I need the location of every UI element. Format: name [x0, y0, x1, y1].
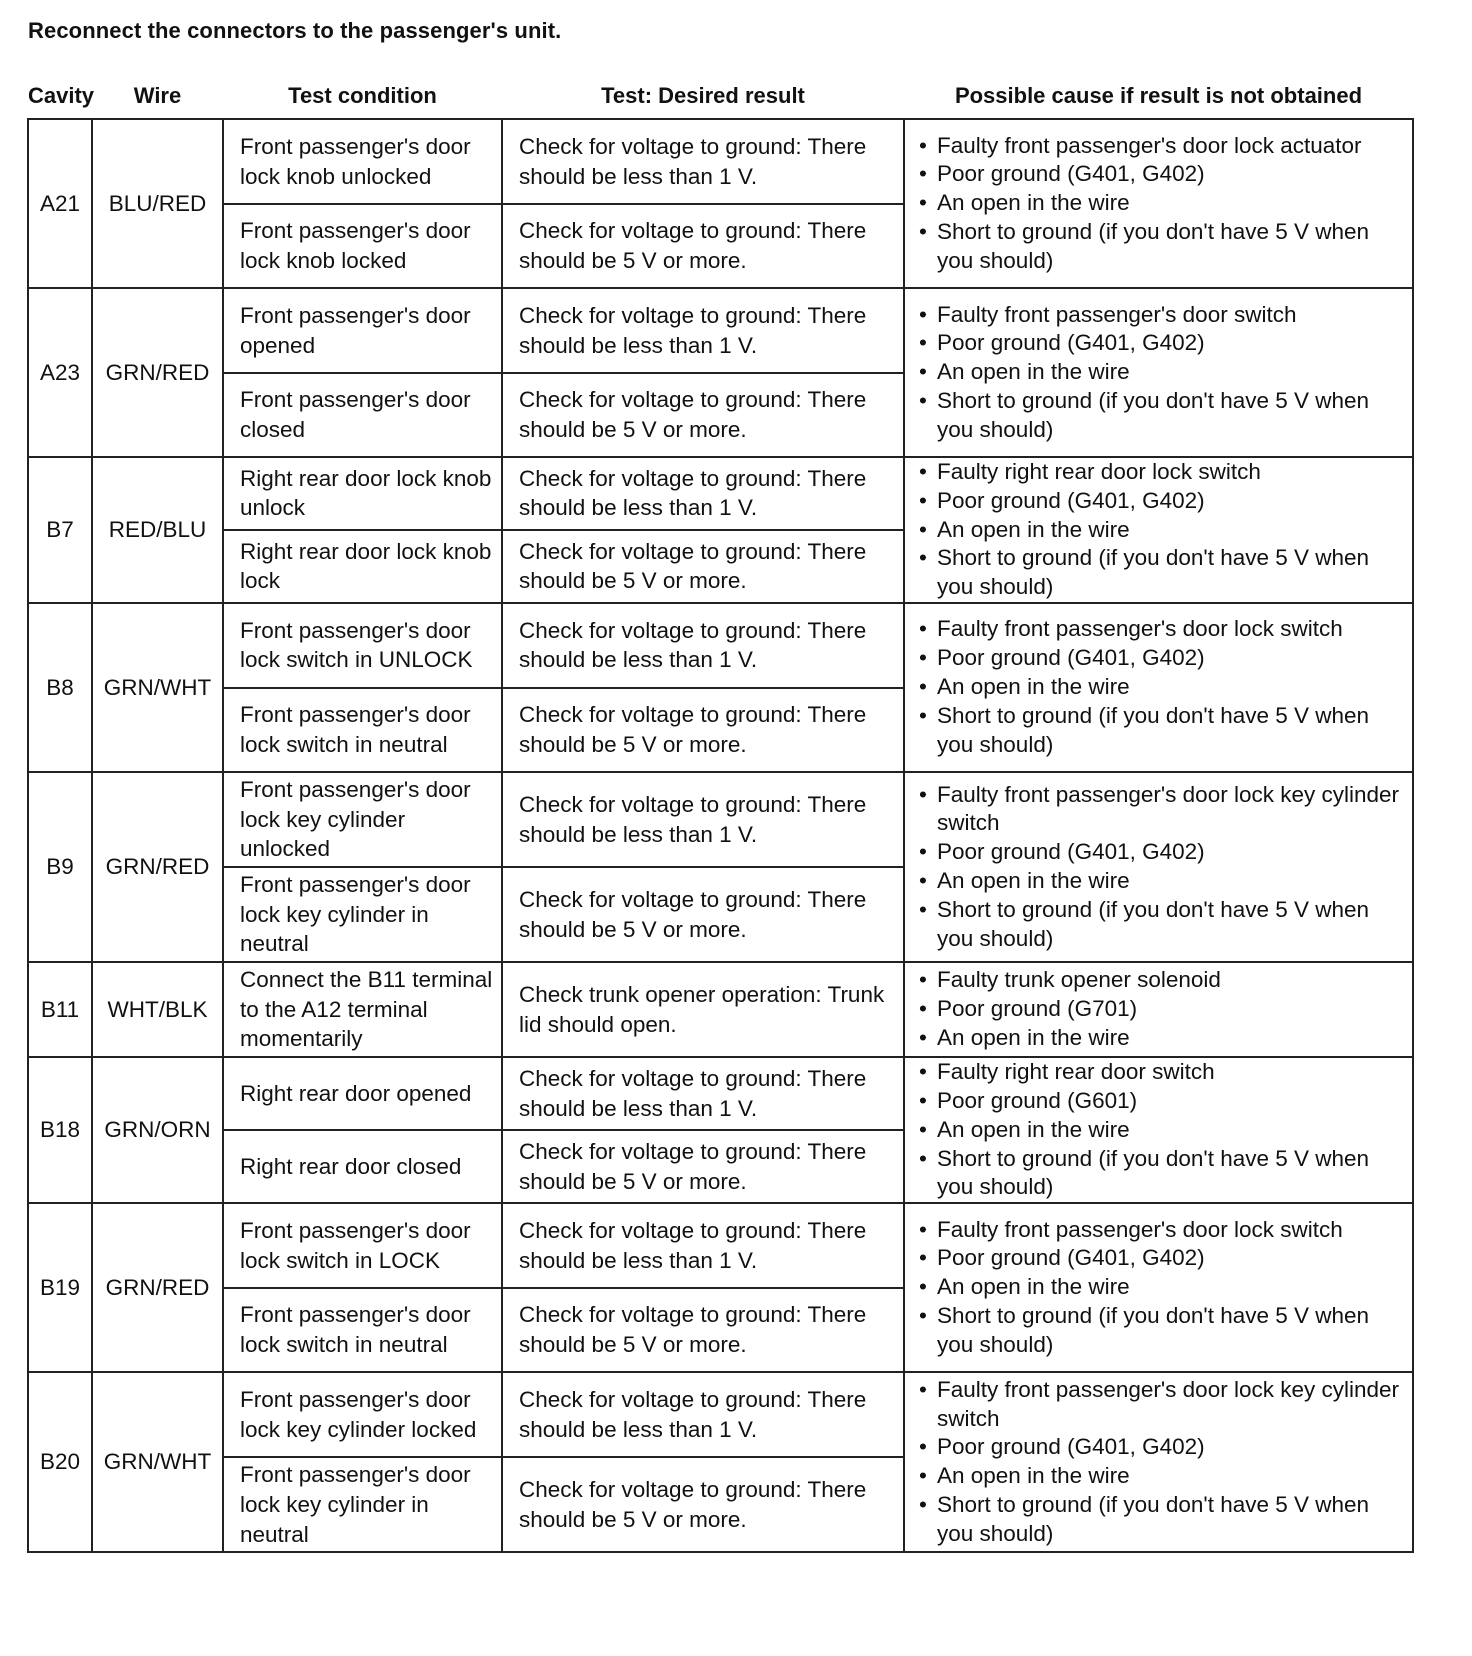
test-condition-cell: Right rear door opened [223, 1057, 502, 1130]
cause-item: • Poor ground (G401, G402) [917, 329, 1406, 358]
cause-item: • Faulty right rear door switch [917, 1058, 1406, 1087]
test-condition-cell: Front passenger's door lock switch in LOCK [223, 1203, 502, 1288]
cause-item: • An open in the wire [917, 516, 1406, 545]
table-row [28, 1203, 1413, 1288]
cause-list [917, 781, 1406, 954]
cause-item: • An open in the wire [917, 358, 1406, 387]
desired-result-cell: Check for voltage to ground: There should be less than 1 V. [502, 288, 904, 373]
cause-item: • Faulty front passenger's door lock actuator [917, 132, 1406, 161]
possible-cause-cell [904, 603, 1413, 772]
cause-list [917, 1216, 1406, 1360]
table-row [28, 962, 1413, 1057]
desired-result-cell: Check for voltage to ground: There should be 5 V or more. [502, 530, 904, 603]
cause-item: • Faulty right rear door lock switch [917, 458, 1406, 487]
test-condition-cell: Front passenger's door lock switch in neutral [223, 688, 502, 772]
cause-item: • Short to ground (if you don't have 5 V when you should) [917, 1302, 1406, 1360]
cause-item: • Short to ground (if you don't have 5 V when you should) [917, 218, 1406, 276]
test-condition-cell: Front passenger's door lock knob locked [223, 204, 502, 288]
desired-result-cell: Check trunk opener operation: Trunk lid should open. [502, 962, 904, 1057]
cause-item: • Short to ground (if you don't have 5 V when you should) [917, 387, 1406, 445]
cause-item: • An open in the wire [917, 1273, 1406, 1302]
wire-column-header: Wire [133, 83, 182, 108]
cause-item: • Faulty front passenger's door lock switch [917, 615, 1406, 644]
cause-item: • Poor ground (G401, G402) [917, 1433, 1406, 1462]
desired-result-cell: Check for voltage to ground: There should be less than 1 V. [502, 1203, 904, 1288]
cavity-cell: A21 [28, 119, 92, 288]
cause-list [917, 966, 1406, 1052]
possible-cause-cell [904, 119, 1413, 288]
desired-result-cell: Check for voltage to ground: There should be 5 V or more. [502, 688, 904, 772]
table-row [28, 1057, 1413, 1130]
test-condition-cell: Front passenger's door opened [223, 288, 502, 373]
wire-cell: RED/BLU [92, 457, 223, 603]
cavity-cell: A23 [28, 288, 92, 457]
possible-cause-cell [904, 457, 1413, 603]
cavity-cell: B19 [28, 1203, 92, 1372]
cause-item: • Short to ground (if you don't have 5 V when you should) [917, 896, 1406, 954]
cause-item: • Poor ground (G401, G402) [917, 160, 1406, 189]
test-condition-cell: Front passenger's door lock switch in neutral [223, 1288, 502, 1372]
wire-cell: GRN/RED [92, 772, 223, 962]
cause-item: • Poor ground (G401, G402) [917, 838, 1406, 867]
desired-result-cell: Check for voltage to ground: There should be less than 1 V. [502, 603, 904, 688]
cause-list [917, 458, 1406, 602]
cause-item: • Poor ground (G701) [917, 995, 1406, 1024]
table-row [28, 119, 1413, 204]
possible-cause-cell [904, 1203, 1413, 1372]
test-condition-cell: Right rear door closed [223, 1130, 502, 1203]
desired-result-cell: Check for voltage to ground: There should be 5 V or more. [502, 373, 904, 457]
possible-cause-cell [904, 1372, 1413, 1552]
cause-list [917, 1376, 1406, 1549]
test-condition-cell: Connect the B11 terminal to the A12 terminal momentarily [223, 962, 502, 1057]
test-condition-cell: Front passenger's door lock key cylinder in neutral [223, 867, 502, 962]
possible-cause-cell [904, 962, 1413, 1057]
desired-result-cell: Check for voltage to ground: There should be 5 V or more. [502, 1130, 904, 1203]
cause-item: • An open in the wire [917, 1462, 1406, 1491]
possible-cause-cell [904, 772, 1413, 962]
cause-item: • Short to ground (if you don't have 5 V when you should) [917, 544, 1406, 602]
table-row [28, 457, 1413, 530]
cause-list [917, 615, 1406, 759]
wire-cell: BLU/RED [92, 119, 223, 288]
table-body [28, 119, 1413, 1552]
test-condition-cell: Right rear door lock knob unlock [223, 457, 502, 530]
desired-result-cell: Check for voltage to ground: There should be less than 1 V. [502, 1372, 904, 1457]
desired-result-cell: Check for voltage to ground: There should be less than 1 V. [502, 119, 904, 204]
condition-column-header: Test condition [288, 83, 437, 108]
cavity-cell: B7 [28, 457, 92, 603]
table-row [28, 772, 1413, 867]
cause-item: • Short to ground (if you don't have 5 V when you should) [917, 1145, 1406, 1203]
test-condition-cell: Front passenger's door closed [223, 373, 502, 457]
test-condition-cell: Front passenger's door lock key cylinder in neutral [223, 1457, 502, 1552]
cause-item: • An open in the wire [917, 1024, 1406, 1053]
diagnostic-table [27, 74, 1414, 1553]
cavity-cell: B11 [28, 962, 92, 1057]
cause-item: • Faulty front passenger's door lock key cylinder switch [917, 1376, 1406, 1434]
wire-cell: GRN/ORN [92, 1057, 223, 1203]
table-row [28, 288, 1413, 373]
cause-item: • Poor ground (G601) [917, 1087, 1406, 1116]
result-column-header: Test: Desired result [601, 83, 805, 108]
cause-item: • Faulty trunk opener solenoid [917, 966, 1406, 995]
possible-cause-cell [904, 1057, 1413, 1203]
cause-list [917, 132, 1406, 276]
desired-result-cell: Check for voltage to ground: There should be less than 1 V. [502, 457, 904, 530]
wire-cell: WHT/BLK [92, 962, 223, 1057]
test-condition-cell: Front passenger's door lock knob unlocked [223, 119, 502, 204]
cause-item: • Faulty front passenger's door lock key cylinder switch [917, 781, 1406, 839]
table-header [28, 74, 1413, 119]
table-row [28, 1372, 1413, 1457]
cause-item: • Short to ground (if you don't have 5 V when you should) [917, 1491, 1406, 1549]
test-condition-cell: Front passenger's door lock switch in UNLOCK [223, 603, 502, 688]
wire-cell: GRN/RED [92, 1203, 223, 1372]
test-condition-cell: Front passenger's door lock key cylinder locked [223, 1372, 502, 1457]
cause-item: • An open in the wire [917, 189, 1406, 218]
cavity-column-header: Cavity [28, 83, 95, 108]
cause-item: • Faulty front passenger's door switch [917, 301, 1406, 330]
cause-column-header: Possible cause if result is not obtained [954, 83, 1363, 108]
desired-result-cell: Check for voltage to ground: There should be 5 V or more. [502, 1288, 904, 1372]
desired-result-cell: Check for voltage to ground: There should be 5 V or more. [502, 867, 904, 962]
cavity-cell: B8 [28, 603, 92, 772]
wire-cell: GRN/WHT [92, 1372, 223, 1552]
desired-result-cell: Check for voltage to ground: There should be less than 1 V. [502, 772, 904, 867]
cause-item: • Poor ground (G401, G402) [917, 1244, 1406, 1273]
desired-result-cell: Check for voltage to ground: There should be less than 1 V. [502, 1057, 904, 1130]
test-condition-cell: Right rear door lock knob lock [223, 530, 502, 603]
cause-item: • Poor ground (G401, G402) [917, 487, 1406, 516]
cause-item: • An open in the wire [917, 867, 1406, 896]
wire-cell: GRN/WHT [92, 603, 223, 772]
wire-cell: GRN/RED [92, 288, 223, 457]
cause-item: • Short to ground (if you don't have 5 V when you should) [917, 702, 1406, 760]
test-condition-cell: Front passenger's door lock key cylinder unlocked [223, 772, 502, 867]
desired-result-cell: Check for voltage to ground: There should be 5 V or more. [502, 1457, 904, 1552]
cause-list [917, 1058, 1406, 1202]
possible-cause-cell [904, 288, 1413, 457]
cavity-cell: B9 [28, 772, 92, 962]
cause-list [917, 301, 1406, 445]
desired-result-cell: Check for voltage to ground: There should be 5 V or more. [502, 204, 904, 288]
page-title: Reconnect the connectors to the passenger's unit. [28, 18, 562, 43]
cavity-cell: B20 [28, 1372, 92, 1552]
cavity-cell: B18 [28, 1057, 92, 1203]
cause-item: • Faulty front passenger's door lock switch [917, 1216, 1406, 1245]
cause-item: • Poor ground (G401, G402) [917, 644, 1406, 673]
cause-item: • An open in the wire [917, 1116, 1406, 1145]
table-row [28, 603, 1413, 688]
cause-item: • An open in the wire [917, 673, 1406, 702]
